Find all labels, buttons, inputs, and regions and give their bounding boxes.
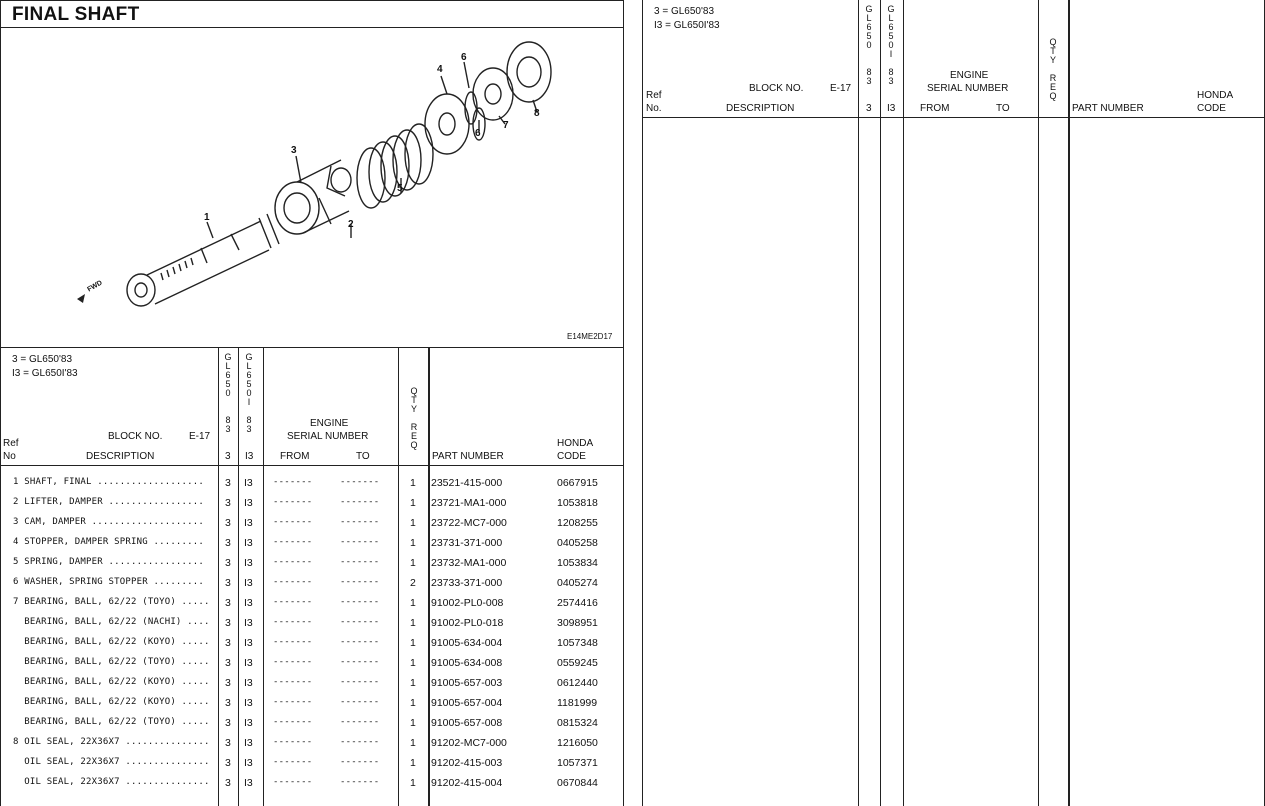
table-cell: 7 BEARING, BALL, 62/22 (TOYO) .....	[13, 597, 210, 607]
ref-label: Ref	[3, 438, 19, 449]
callout-6b: 6	[475, 128, 481, 139]
table-cell: 1	[410, 537, 416, 549]
table-row	[0, 733, 624, 753]
table-row	[0, 533, 624, 553]
table-cell: 1	[410, 777, 416, 789]
honda-header: HONDA	[557, 438, 594, 449]
table-cell: 1	[410, 597, 416, 609]
table-cell: 3	[225, 777, 231, 789]
callout-1: 1	[204, 212, 210, 223]
table-cell: 3	[225, 557, 231, 569]
table-cell: I3	[244, 657, 253, 669]
table-cell: OIL SEAL, 22X36X7 ...............	[13, 777, 210, 787]
table-cell: 8 OIL SEAL, 22X36X7 ...............	[13, 737, 210, 747]
table-cell: 23521-415-000	[431, 477, 503, 489]
table-cell: 0815324	[557, 717, 598, 729]
callout-5: 5	[397, 183, 403, 194]
no-label: No	[3, 451, 16, 462]
model-column-1: G L 6 5 0 8 3	[224, 352, 232, 434]
table-cell: 1	[410, 617, 416, 629]
from-header: FROM	[920, 103, 950, 114]
table-cell: I3	[244, 497, 253, 509]
table-cell: -------	[273, 737, 313, 747]
table-cell: 0405258	[557, 537, 598, 549]
table-cell: OIL SEAL, 22X36X7 ...............	[13, 757, 210, 767]
table-cell: -------	[273, 497, 313, 507]
table-cell: 23721-MA1-000	[431, 497, 507, 509]
description-header: DESCRIPTION	[86, 451, 155, 462]
fwd-label: FWD	[86, 279, 104, 294]
table-row	[0, 633, 624, 653]
table-cell: BEARING, BALL, 62/22 (KOYO) .....	[13, 677, 210, 687]
table-row	[0, 653, 624, 673]
table-cell: 2574416	[557, 597, 598, 609]
table-cell: I3	[244, 677, 253, 689]
table-cell: I3	[244, 537, 253, 549]
table-cell: I3	[244, 737, 253, 749]
callout-7: 7	[503, 120, 509, 131]
callout-8: 8	[534, 108, 540, 119]
table-cell: 0405274	[557, 577, 598, 589]
table-cell: 91005-657-003	[431, 677, 503, 689]
table-cell: 1	[410, 637, 416, 649]
table-cell: 0667915	[557, 477, 598, 489]
row-description: 1 SHAFT, FINAL ...................	[13, 477, 205, 487]
table-cell: 3 CAM, DAMPER ....................	[13, 517, 205, 527]
callout-3: 3	[291, 145, 297, 156]
table-cell: -------	[273, 577, 313, 587]
table-header	[0, 347, 624, 467]
table-cell: 23733-371-000	[431, 577, 503, 589]
part-number-header: PART NUMBER	[1072, 103, 1144, 114]
table-cell: 3	[225, 637, 231, 649]
engine-label: ENGINE	[950, 70, 989, 81]
table-cell: 91005-657-008	[431, 717, 503, 729]
table-cell: 3	[225, 697, 231, 709]
table-cell: I3	[244, 617, 253, 629]
callout-4: 4	[437, 64, 443, 75]
table-cell: -------	[273, 537, 313, 547]
right-table-header	[642, 0, 1265, 117]
table-cell: 23731-371-000	[431, 537, 503, 549]
table-row	[0, 553, 624, 573]
table-cell: 2	[410, 577, 416, 589]
table-cell: -------	[340, 517, 380, 527]
table-cell: I3	[244, 757, 253, 769]
table-row	[0, 513, 624, 533]
table-cell: 5 SPRING, DAMPER .................	[13, 557, 205, 567]
table-cell: -------	[273, 777, 313, 787]
table-cell: 1053818	[557, 497, 598, 509]
table-cell: 3098951	[557, 617, 598, 629]
table-cell: -------	[340, 777, 380, 787]
description-header: DESCRIPTION	[726, 103, 795, 114]
table-cell: 91202-415-003	[431, 757, 503, 769]
no-label: No.	[646, 103, 662, 114]
table-cell: BEARING, BALL, 62/22 (TOYO) .....	[13, 717, 210, 727]
table-cell: -------	[340, 757, 380, 767]
code-header: CODE	[557, 451, 586, 462]
table-cell: 91002-PL0-008	[431, 597, 504, 609]
table-cell: 1	[410, 557, 416, 569]
table-cell: 4 STOPPER, DAMPER SPRING .........	[13, 537, 205, 547]
table-cell: -------	[273, 557, 313, 567]
table-cell: 1	[410, 517, 416, 529]
table-cell: I3	[244, 777, 253, 789]
table-cell: 0612440	[557, 677, 598, 689]
table-cell: -------	[340, 697, 380, 707]
diagram-code: E14ME2D17	[567, 332, 613, 341]
table-cell: 1	[410, 497, 416, 509]
table-cell: -------	[340, 597, 380, 607]
table-cell: -------	[340, 657, 380, 667]
final-shaft-illustration	[1, 28, 623, 347]
table-row	[0, 713, 624, 733]
table-cell: -------	[273, 657, 313, 667]
table-cell: I3	[244, 577, 253, 589]
table-cell: -------	[273, 517, 313, 527]
code-header: CODE	[1197, 103, 1226, 114]
table-cell: 1	[410, 737, 416, 749]
table-cell: 91202-MC7-000	[431, 737, 507, 749]
table-cell: 23722-MC7-000	[431, 517, 507, 529]
table-row	[0, 693, 624, 713]
table-cell: BEARING, BALL, 62/22 (KOYO) .....	[13, 697, 210, 707]
table-cell: 3	[225, 717, 231, 729]
engine-label: ENGINE	[310, 418, 349, 429]
from-header: FROM	[280, 451, 310, 462]
table-cell: -------	[340, 497, 380, 507]
qty-req-header: Q T Y R E Q	[410, 386, 418, 450]
parts-table-body	[0, 473, 624, 803]
legend-line-1: 3 = GL650'83	[654, 6, 715, 17]
ref-label: Ref	[646, 90, 662, 101]
table-row	[0, 593, 624, 613]
table-cell: 1	[410, 757, 416, 769]
left-page	[0, 0, 624, 806]
to-header: TO	[356, 451, 370, 462]
table-cell: 1208255	[557, 517, 598, 529]
table-cell: I3	[244, 597, 253, 609]
table-row	[0, 753, 624, 773]
table-cell: 2 LIFTER, DAMPER .................	[13, 497, 205, 507]
table-cell: -------	[273, 717, 313, 727]
legend-line-1: 3 = GL650'83	[12, 354, 73, 365]
table-cell: 1	[410, 717, 416, 729]
table-cell: 0559245	[557, 657, 598, 669]
table-cell: 91002-PL0-018	[431, 617, 504, 629]
table-cell: 1	[410, 477, 416, 489]
col1-bottom: 3	[866, 103, 872, 114]
exploded-diagram	[1, 28, 623, 347]
table-cell: 1181999	[557, 697, 598, 709]
callout-2: 2	[348, 219, 354, 230]
table-cell: 91202-415-004	[431, 777, 503, 789]
table-cell: 3	[225, 737, 231, 749]
table-cell: -------	[340, 737, 380, 747]
table-cell: 3	[225, 617, 231, 629]
table-cell: -------	[340, 637, 380, 647]
table-cell: I3	[244, 557, 253, 569]
table-cell: 1053834	[557, 557, 598, 569]
table-cell: -------	[273, 677, 313, 687]
block-no-label: BLOCK NO.	[108, 431, 163, 442]
table-cell: 3	[225, 577, 231, 589]
table-cell: -------	[340, 537, 380, 547]
table-cell: -------	[340, 577, 380, 587]
table-cell: 3	[225, 497, 231, 509]
model-column-2: G L 6 5 0 I 8 3	[887, 4, 895, 86]
table-row	[0, 613, 624, 633]
table-row	[0, 773, 624, 793]
table-cell: -------	[340, 557, 380, 567]
table-cell: 3	[225, 517, 231, 529]
legend-line-2: I3 = GL650I'83	[654, 20, 720, 31]
table-row	[0, 493, 624, 513]
table-cell: I3	[244, 717, 253, 729]
table-cell: I3	[244, 517, 253, 529]
table-cell: -------	[340, 617, 380, 627]
col1-bottom: 3	[225, 451, 231, 462]
table-cell: 1	[410, 657, 416, 669]
table-cell: BEARING, BALL, 62/22 (NACHI) ....	[13, 617, 210, 627]
table-cell: 0670844	[557, 777, 598, 789]
table-cell: BEARING, BALL, 62/22 (TOYO) .....	[13, 657, 210, 667]
page-title: FINAL SHAFT	[12, 4, 140, 25]
table-cell: -------	[273, 697, 313, 707]
table-cell: 91005-657-004	[431, 697, 503, 709]
to-header: TO	[996, 103, 1010, 114]
callout-6a: 6	[461, 52, 467, 63]
table-cell: -------	[340, 677, 380, 687]
table-cell: -------	[340, 717, 380, 727]
right-page	[642, 0, 1265, 806]
table-cell: -------	[273, 757, 313, 767]
table-cell: 3	[225, 537, 231, 549]
model-column-2: G L 6 5 0 I 8 3	[245, 352, 253, 434]
table-row	[0, 573, 624, 593]
table-cell: -------	[340, 477, 380, 487]
qty-req-header: Q T Y R E Q	[1049, 37, 1057, 101]
legend-line-2: I3 = GL650I'83	[12, 368, 78, 379]
part-number-header: PART NUMBER	[432, 451, 504, 462]
table-cell: I3	[244, 697, 253, 709]
table-cell: 1	[410, 697, 416, 709]
serial-number-label: SERIAL NUMBER	[287, 431, 369, 442]
table-cell: 3	[225, 477, 231, 489]
block-no-label: BLOCK NO.	[749, 83, 804, 94]
table-cell: BEARING, BALL, 62/22 (KOYO) .....	[13, 637, 210, 647]
table-cell: 6 WASHER, SPRING STOPPER .........	[13, 577, 205, 587]
block-no-value: E-17	[189, 431, 211, 442]
model-column-1: G L 6 5 0 8 3	[865, 4, 873, 86]
col2-bottom: I3	[245, 451, 254, 462]
table-cell: -------	[273, 597, 313, 607]
honda-header: HONDA	[1197, 90, 1234, 101]
table-cell: 3	[225, 657, 231, 669]
table-row	[0, 473, 624, 493]
table-cell: 1	[410, 677, 416, 689]
block-no-value: E-17	[830, 83, 852, 94]
table-cell: 91005-634-008	[431, 657, 503, 669]
table-cell: I3	[244, 637, 253, 649]
table-cell: 3	[225, 597, 231, 609]
table-cell: -------	[273, 477, 313, 487]
table-cell: 1216050	[557, 737, 598, 749]
table-cell: 1057371	[557, 757, 598, 769]
col2-bottom: I3	[887, 103, 896, 114]
table-cell: 1057348	[557, 637, 598, 649]
table-cell: 3	[225, 677, 231, 689]
table-cell: I3	[244, 477, 253, 489]
table-cell: 3	[225, 757, 231, 769]
serial-number-label: SERIAL NUMBER	[927, 83, 1009, 94]
table-cell: 23732-MA1-000	[431, 557, 507, 569]
table-cell: 91005-634-004	[431, 637, 503, 649]
table-cell: -------	[273, 637, 313, 647]
table-row	[0, 673, 624, 693]
table-cell: -------	[273, 617, 313, 627]
